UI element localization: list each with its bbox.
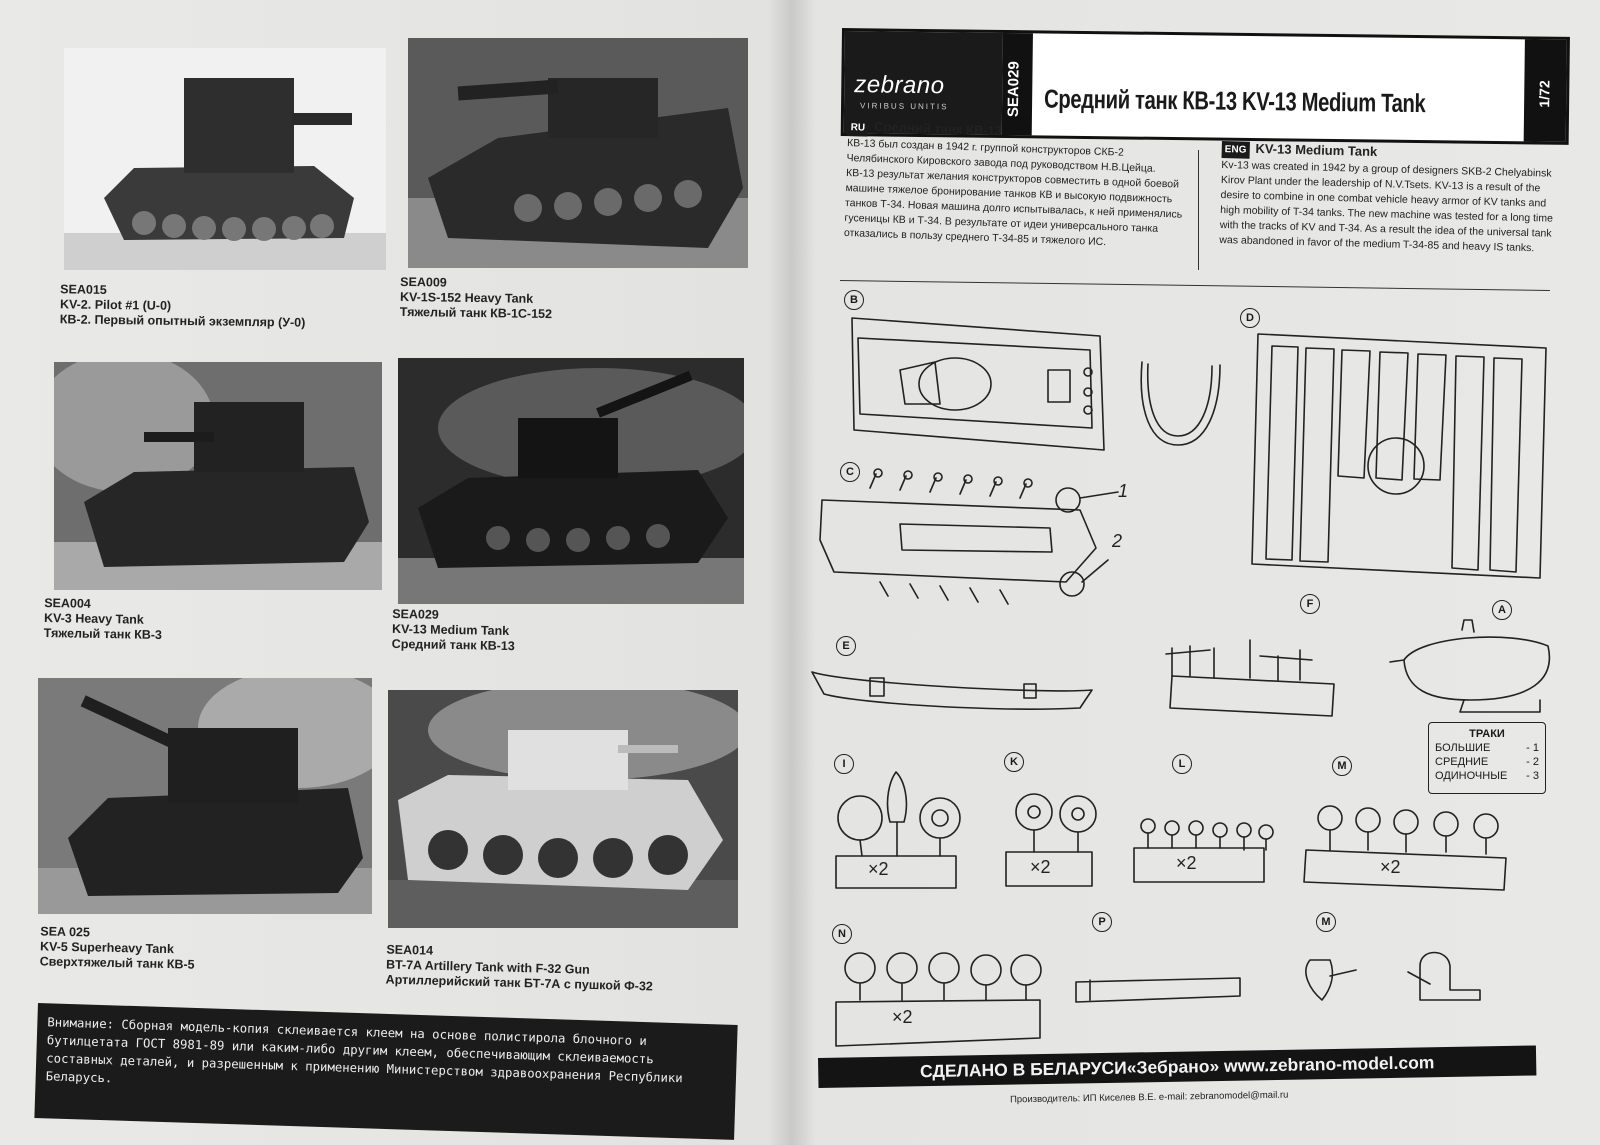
product-name-en: KV-3 Heavy Tank xyxy=(43,610,144,627)
part-label-d: D xyxy=(1240,308,1260,328)
part-m2-drawing xyxy=(1306,953,1480,1001)
tracks-row-value: - 1 xyxy=(1526,742,1539,754)
part-f-drawing xyxy=(1166,640,1334,716)
tracks-row-value: - 2 xyxy=(1526,756,1539,768)
section-divider xyxy=(840,280,1550,291)
product-code: SEA004 xyxy=(44,595,91,611)
producer-contact: Производитель: ИП Киселев В.Е. e-mail: zebranomodel@mail.ru xyxy=(1009,1089,1289,1106)
caption-product-6 xyxy=(385,943,653,995)
brand-motto: VIRIBUS UNITIS xyxy=(859,101,949,112)
made-in-banner: СДЕЛАНО В БЕЛАРУСИ«Зебрано» www.zebrano-model.com xyxy=(818,1045,1536,1088)
scale-box xyxy=(1524,39,1567,142)
photo-kv1s152 xyxy=(408,38,748,268)
lang-tag-en: ENG xyxy=(1222,141,1250,159)
tracks-row-label: БОЛЬШИЕ xyxy=(1435,742,1491,754)
description-ru-heading: Средний танк КВ-13 xyxy=(873,118,1003,139)
part-label-k: K xyxy=(1004,752,1024,772)
kit-title: Средний танк КВ-13 KV-13 Medium Tank xyxy=(1043,83,1426,119)
part-label-n: N xyxy=(832,924,852,944)
part-label-e: E xyxy=(836,636,856,656)
part-b-drawing xyxy=(852,318,1220,450)
part-label-i: I xyxy=(834,754,854,774)
part-c-drawing xyxy=(820,469,1118,604)
column-divider xyxy=(1198,150,1199,270)
part-label-m: M xyxy=(1332,756,1352,776)
part-label-m2: M xyxy=(1316,912,1336,932)
part-label-p: P xyxy=(1092,912,1112,932)
part-label-l: L xyxy=(1172,754,1192,774)
brand-name: zebrano xyxy=(854,71,945,100)
description-ru xyxy=(844,118,1188,253)
tracks-row-label: СРЕДНИЕ xyxy=(1435,756,1489,768)
description-en-heading: KV-13 Medium Tank xyxy=(1255,140,1378,160)
photo-kv13 xyxy=(398,358,744,604)
caption-product-4 xyxy=(392,607,516,654)
kit-code-box xyxy=(1002,33,1033,135)
caption-product-3 xyxy=(44,596,163,643)
lang-tag-ru: RU xyxy=(847,119,868,137)
part-label-b: B xyxy=(844,290,864,310)
description-en-text: Kv-13 was created in 1942 by a group of designers SKB-2 Chelyabinsk Kirov Plant under the leadership of N.V.Tsets. KV-13 is a result of the desire to combine in one combat vehicle heavy armor of KV tanks and high mobility of T-34 tanks. The new machine was tested for a long time with the tracks of KV and T-34. As a result the idea of the universal tank was abandoned in favor of the medium T-34-85 and heavy IS tanks. xyxy=(1219,158,1554,255)
caption-product-2 xyxy=(400,275,553,322)
product-name-en: KV-5 Superheavy Tank xyxy=(39,939,175,957)
photo-kv2 xyxy=(64,48,386,270)
kit-code: SEA029 xyxy=(1004,61,1023,118)
product-name-en: KV-13 Medium Tank xyxy=(391,621,510,638)
part-e-drawing xyxy=(812,672,1092,709)
quantity-i: ×2 xyxy=(868,859,889,879)
callout-2: 2 xyxy=(1112,531,1123,551)
product-name-ru: Артиллерийский танк БТ-7А с пушкой Ф-32 xyxy=(385,972,654,994)
part-label-f: F xyxy=(1300,594,1320,614)
product-code: SEA015 xyxy=(60,282,107,297)
glue-warning: Внимание: Сборная модель-копия склеивается клеем на основе полистирола блочного и бутилцетата ГОСТ 8981-89 или каким-либо другим клеем, обеспечивающим склеиваемость составных деталей, и разрешенным к применению Министерством здравоохранения Республики Беларусь. xyxy=(34,1003,737,1140)
quantity-m: ×2 xyxy=(1380,857,1401,877)
product-name-ru: Тяжелый танк КВ-3 xyxy=(43,625,163,643)
product-name-ru: Средний танк КВ-13 xyxy=(391,636,515,654)
product-name-en: KV-1S-152 Heavy Tank xyxy=(399,289,534,306)
description-ru-text: КВ-13 был создан в 1942 г. группой конструкторов СКБ-2 Челябинского Кировского завода под руководством Н.В.Цейца. КВ-13 результат желания конструкторов совместить в одной боевой машине тяжелое бронирование танков КВ и высокую подвижность танков Т-34. Новая машина долго испытывалась, к ней применялись гусеницы КВ и Т-34. В результате от идеи универсального танка отказались в пользу среднего Т-34-85 и тяжелого ИС. xyxy=(843,136,1183,249)
part-label-a: A xyxy=(1492,600,1512,620)
description-en xyxy=(1219,140,1562,257)
product-name-en: BT-7A Artillery Tank with F-32 Gun xyxy=(385,957,590,977)
product-code: SEA009 xyxy=(400,274,447,290)
part-n-drawing xyxy=(836,953,1041,1046)
part-k-drawing xyxy=(1006,794,1096,886)
part-d-drawing xyxy=(1252,334,1546,578)
caption-product-1 xyxy=(60,282,306,330)
photo-kv3 xyxy=(54,362,382,590)
part-l-drawing xyxy=(1134,819,1273,882)
part-p-drawing xyxy=(1076,978,1240,1002)
tracks-legend xyxy=(1428,722,1546,794)
part-i-drawing xyxy=(836,772,960,888)
callout-1: 1 xyxy=(1118,481,1129,501)
part-label-c: C xyxy=(840,462,860,482)
quantity-k: ×2 xyxy=(1030,857,1051,877)
tracks-row-value: - 3 xyxy=(1526,770,1539,782)
product-code: SEA014 xyxy=(386,942,434,958)
photo-kv5 xyxy=(38,678,372,914)
tracks-legend-row xyxy=(1435,755,1539,769)
product-name-ru: Сверхтяжелый танк КВ-5 xyxy=(39,954,195,972)
product-name-en: KV-2. Pilot #1 (U-0) xyxy=(59,297,172,313)
quantity-l: ×2 xyxy=(1176,853,1197,873)
kit-scale: 1/72 xyxy=(1536,80,1553,108)
part-a-drawing xyxy=(1390,620,1549,712)
photo-bt7a xyxy=(388,690,738,928)
tracks-legend-row xyxy=(1435,769,1539,783)
quantity-n: ×2 xyxy=(892,1007,913,1027)
product-code: SEA 025 xyxy=(40,924,91,940)
tracks-row-label: ОДИНОЧНЫЕ xyxy=(1435,770,1508,782)
caption-product-5 xyxy=(40,924,196,972)
product-code: SEA029 xyxy=(392,606,439,622)
part-m-drawing xyxy=(1304,806,1506,890)
product-name-ru: КВ-2. Первый опытный экземпляр (У-0) xyxy=(59,312,306,330)
tracks-legend-title: ТРАКИ xyxy=(1469,728,1505,740)
tracks-legend-row xyxy=(1435,741,1539,755)
product-name-ru: Тяжелый танк КВ-1С-152 xyxy=(399,304,553,322)
